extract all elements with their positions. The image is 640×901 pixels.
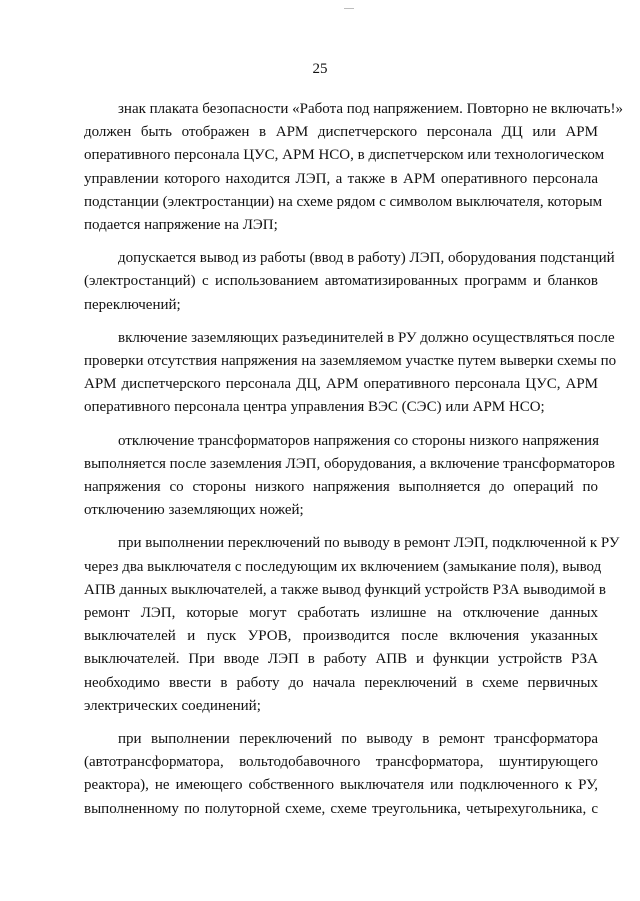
text-line: реактора), не имеющего собственного выключателя или подключенного к РУ,	[84, 777, 598, 794]
text-line: при выполнении переключений по выводу в ремонт трансформатора	[118, 731, 598, 748]
text-line: АРМ диспетчерского персонала ДЦ, АРМ оперативного персонала ЦУС, АРМ	[84, 376, 598, 393]
text-line: выключателей. При вводе ЛЭП в работу АПВ и функции устройств РЗА	[84, 651, 598, 668]
paragraph-5	[84, 532, 620, 718]
text-line: электрических соединений;	[84, 697, 261, 714]
text-line: оперативного персонала ЦУС, АРМ НСО, в диспетчерском или технологическом	[84, 147, 605, 164]
text-line: выполненному по полуторной схеме, схеме треугольника, четырехугольника, с	[84, 800, 598, 817]
text-line: выполняется после заземления ЛЭП, оборудования, а включение трансформаторов	[84, 455, 616, 472]
paragraph-6	[84, 728, 598, 821]
text-line: отключению заземляющих ножей;	[84, 502, 304, 519]
text-line: выключателей и пуск УРОВ, производится после включения указанных	[84, 628, 598, 645]
text-line: при выполнении переключений по выводу в ремонт ЛЭП, подключенной к РУ	[118, 535, 620, 552]
paragraph-3	[84, 327, 617, 420]
text-line: оперативного персонала центра управления ВЭС (СЭС) или АРМ НСО;	[84, 399, 545, 416]
text-line: ремонт ЛЭП, которые могут сработать излишне на отключение данных	[84, 605, 598, 622]
document-body	[84, 98, 623, 821]
text-line: (электростанций) с использованием автоматизированных программ и бланков	[84, 273, 598, 290]
text-line: проверки отсутствия напряжения на заземляемом участке путем выверки схемы по	[84, 353, 617, 370]
text-line: необходимо ввести в работу до начала переключений в схеме первичных	[84, 674, 598, 691]
text-line: включение заземляющих разъединителей в РУ должно осуществляться после	[118, 329, 615, 346]
text-line: подается напряжение на ЛЭП;	[84, 217, 278, 234]
text-line: допускается вывод из работы (ввод в работу) ЛЭП, оборудования подстанций	[118, 250, 615, 267]
scan-mark	[344, 8, 354, 9]
text-line: переключений;	[84, 296, 181, 313]
paragraph-1	[84, 98, 623, 237]
text-line: напряжения со стороны низкого напряжения выполняется до операций по	[84, 479, 598, 496]
paragraph-4	[84, 430, 616, 523]
text-line: АПВ данных выключателей, а также вывод функций устройств РЗА выводимой в	[84, 581, 606, 598]
text-line: (автотрансформатора, вольтодобавочного трансформатора, шунтирующего	[84, 754, 598, 771]
text-line: через два выключателя с последующим их включением (замыкание поля), вывод	[84, 558, 602, 575]
page-number: 25	[312, 61, 328, 77]
paragraph-2	[84, 247, 615, 317]
text-line: знак плаката безопасности «Работа под напряжением. Повторно не включать!»	[118, 101, 623, 117]
text-line: должен быть отображен в АРМ диспетчерского персонала ДЦ или АРМ	[84, 124, 598, 141]
text-line: управлении которого находится ЛЭП, а также в АРМ оперативного персонала	[84, 170, 598, 187]
text-line: отключение трансформаторов напряжения со стороны низкого напряжения	[118, 432, 599, 449]
text-line: подстанции (электростанции) на схеме рядом с символом выключателя, которым	[84, 193, 603, 210]
